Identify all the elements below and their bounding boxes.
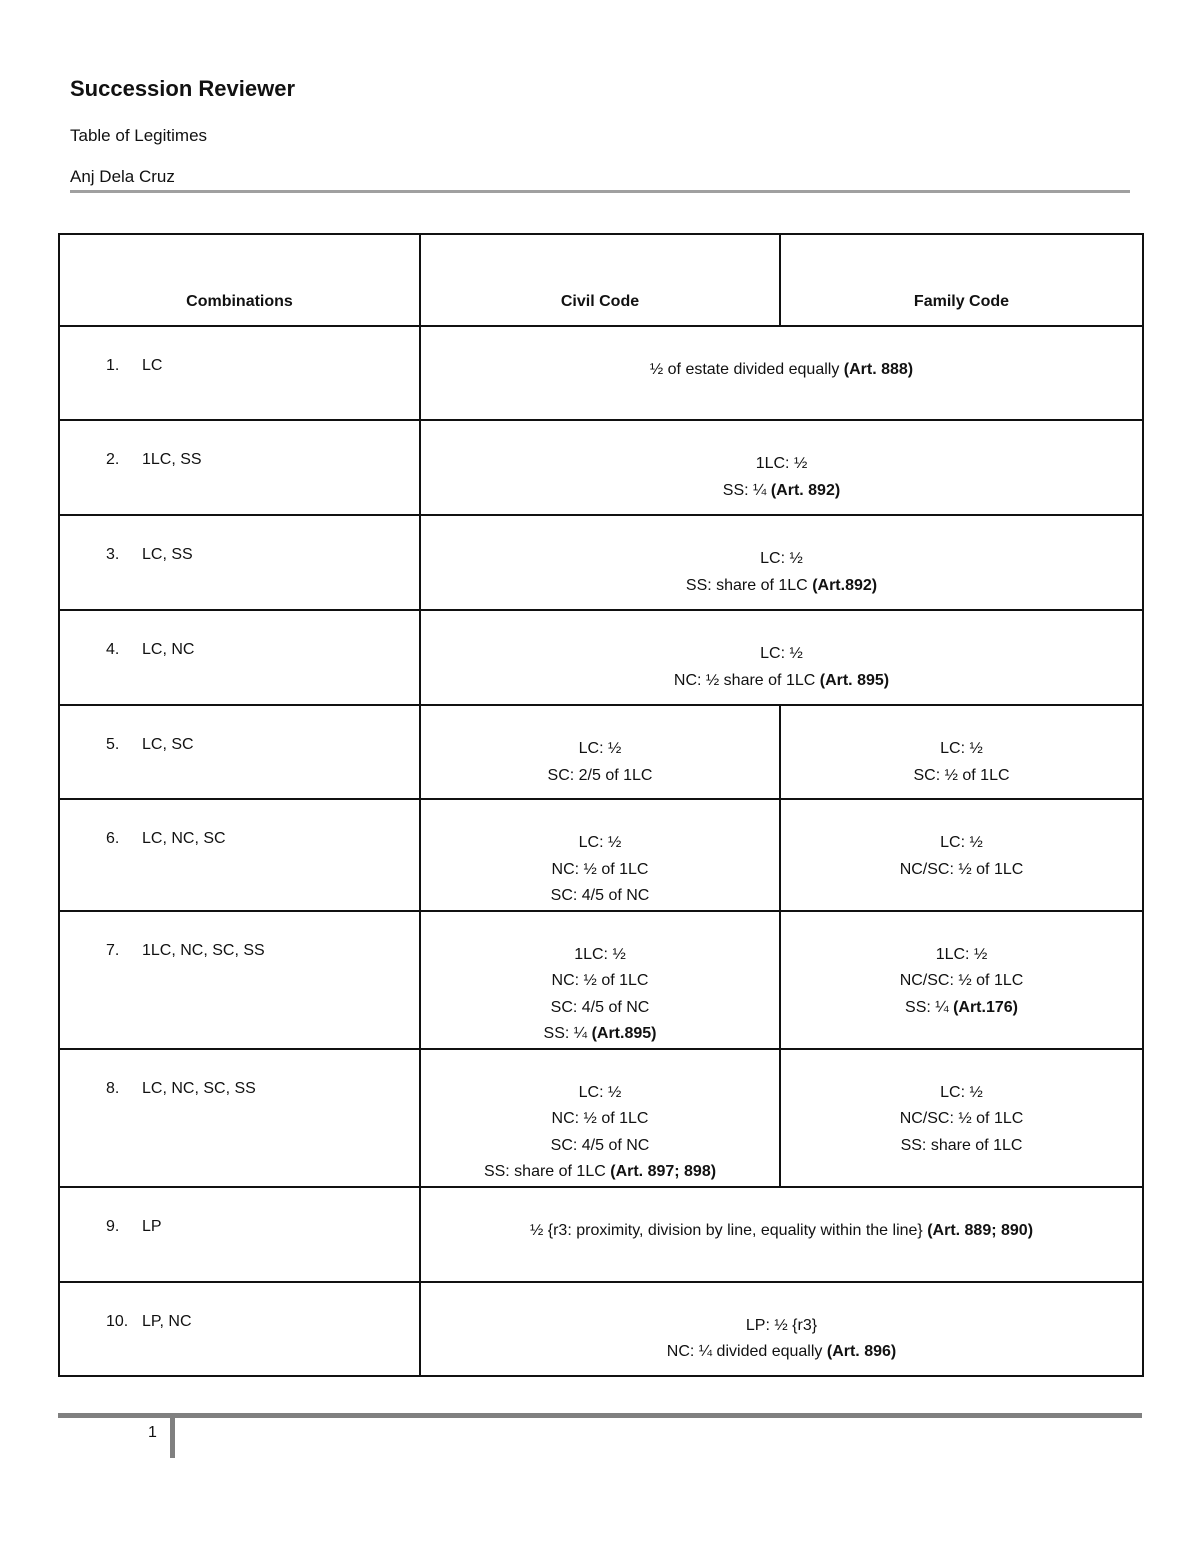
header-rule: [70, 190, 1130, 193]
combination-number: 10.: [106, 1312, 129, 1330]
legitime-line: [421, 1106, 779, 1133]
legitime-line: [421, 1218, 1142, 1245]
legitime-text: SS: share of 1LC: [483, 1163, 611, 1180]
combination-cell: [59, 1187, 420, 1282]
legitime-cell-civil-code: [420, 1049, 780, 1187]
table-row: [59, 515, 1143, 610]
legitime-text: SC: 4/5 of NC: [550, 998, 650, 1016]
legitime-text: 1LC: ½: [935, 945, 988, 963]
table-row: [59, 326, 1143, 420]
legitime-line: [421, 451, 1142, 478]
legitime-text: LC: ½: [940, 740, 983, 757]
legitime-cell-family-code: [780, 911, 1143, 1049]
combination-label: LC, NC, SC: [142, 830, 226, 847]
legitime-line: [781, 857, 1142, 884]
article-reference: (Art. 897; 898): [610, 1163, 717, 1180]
legitime-cell-family-code: [780, 705, 1143, 799]
legitime-text: SS: ¼: [722, 481, 771, 499]
combination-label: LC, SC: [142, 736, 194, 753]
legitime-text: NC: ½ of 1LC: [551, 1110, 649, 1127]
legitime-line: [781, 942, 1142, 969]
legitime-text: LC: ½: [940, 834, 983, 851]
document-author: Anj Dela Cruz: [70, 167, 175, 186]
article-reference: (Art.892): [812, 576, 878, 594]
legitime-text: SS: ¼: [905, 998, 954, 1016]
legitime-line: [421, 995, 779, 1022]
combination-cell: [59, 911, 420, 1049]
legitime-text: SS: ¼: [543, 1025, 592, 1042]
legitime-text: LC: ½: [760, 645, 803, 662]
combination-label: LP: [142, 1217, 162, 1235]
legitime-text: LP: ½ {r3}: [745, 1316, 818, 1334]
legitime-cell-both-codes: [420, 326, 1143, 420]
legitime-line: [421, 1339, 1142, 1366]
legitime-line: [781, 1080, 1142, 1107]
combination-number: 3.: [106, 546, 120, 563]
combination-number: 4.: [106, 641, 120, 658]
legitime-text: LC: ½: [578, 834, 622, 851]
legitime-text: NC/SC: ½ of 1LC: [899, 1110, 1024, 1127]
legitime-line: [781, 968, 1142, 995]
legitime-line: [421, 1313, 1142, 1340]
table-row: [59, 1049, 1143, 1187]
combination-cell: [59, 1049, 420, 1187]
document-subtitle: Table of Legitimes: [70, 126, 208, 145]
legitime-cell-both-codes: [420, 515, 1143, 610]
combination-cell: [59, 420, 420, 515]
table-row: [59, 799, 1143, 911]
legitime-line: [421, 573, 1142, 600]
combination-cell: [59, 705, 420, 799]
article-reference: (Art. 889; 890): [927, 1221, 1034, 1239]
legitime-line: [421, 357, 1142, 384]
legitime-line: [421, 546, 1142, 573]
combination-number: 5.: [106, 736, 120, 753]
legitime-line: [421, 830, 779, 857]
combination-label: 1LC, NC, SC, SS: [142, 941, 265, 959]
legitime-text: SC: 4/5 of NC: [550, 1136, 650, 1154]
legitime-text: LC: ½: [578, 740, 622, 757]
legitime-cell-civil-code: [420, 705, 780, 799]
column-header-civil-code: Civil Code: [420, 234, 780, 326]
legitime-line: [421, 668, 1142, 695]
combination-label: LC: [142, 357, 163, 374]
legitimes-table: [58, 233, 1144, 1377]
legitime-line: [421, 736, 779, 763]
legitime-cell-both-codes: [420, 1282, 1143, 1376]
legitime-cell-both-codes: [420, 420, 1143, 515]
legitime-text: SC: 4/5 of NC: [550, 887, 650, 904]
column-header-combinations: Combinations: [59, 234, 420, 326]
article-reference: (Art. 896): [826, 1343, 897, 1360]
legitime-cell-civil-code: [420, 911, 780, 1049]
legitime-line: [781, 995, 1142, 1022]
combination-cell: [59, 515, 420, 610]
combination-cell: [59, 610, 420, 705]
combination-number: 6.: [106, 830, 120, 847]
legitime-text: SC: ½ of 1LC: [913, 766, 1010, 784]
combination-number: 7.: [106, 941, 120, 959]
legitime-line: [421, 478, 1142, 505]
legitime-text: ½ of estate divided equally: [649, 361, 844, 378]
legitime-line: [781, 763, 1142, 790]
legitime-text: NC/SC: ½ of 1LC: [899, 972, 1024, 989]
legitime-line: [421, 1080, 779, 1107]
legitime-text: NC: ½ share of 1LC: [673, 671, 820, 689]
legitime-line: [781, 1106, 1142, 1133]
article-reference: (Art. 892): [770, 481, 841, 499]
combination-cell: [59, 799, 420, 911]
legitime-line: [781, 830, 1142, 857]
legitime-line: [781, 1133, 1142, 1160]
legitime-cell-both-codes: [420, 610, 1143, 705]
table-body: [59, 326, 1143, 1376]
combination-number: 9.: [106, 1217, 120, 1235]
table-row: [59, 911, 1143, 1049]
legitime-text: ½ {r3: proximity, division by line, equality within the line}: [529, 1221, 928, 1239]
legitime-text: NC/SC: ½ of 1LC: [899, 860, 1024, 878]
legitime-cell-both-codes: [420, 1187, 1143, 1282]
combination-number: 8.: [106, 1079, 120, 1097]
article-reference: (Art. 888): [843, 361, 914, 378]
legitime-line: [421, 1133, 779, 1160]
legitime-text: LC: ½: [940, 1083, 983, 1101]
legitime-text: 1LC: ½: [574, 945, 626, 963]
combination-label: LP, NC: [142, 1312, 192, 1330]
legitime-text: NC: ½ of 1LC: [551, 860, 649, 878]
table-row: [59, 705, 1143, 799]
legitime-text: SC: 2/5 of 1LC: [547, 766, 653, 784]
legitime-line: [421, 942, 779, 969]
legitime-line: [421, 883, 779, 910]
table-row: [59, 1187, 1143, 1282]
legitime-line: [421, 641, 1142, 668]
combination-label: LC, NC: [142, 641, 195, 658]
article-reference: (Art.895): [591, 1025, 657, 1042]
legitime-text: NC: ¼ divided equally: [666, 1343, 827, 1360]
legitime-text: LC: ½: [578, 1083, 622, 1101]
table-header-row: [59, 234, 1143, 326]
column-header-family-code: Family Code: [780, 234, 1143, 326]
legitime-text: 1LC: ½: [755, 455, 808, 472]
legitime-line: [421, 857, 779, 884]
article-reference: (Art. 895): [819, 671, 890, 689]
combination-label: LC, NC, SC, SS: [142, 1079, 256, 1097]
combination-cell: [59, 1282, 420, 1376]
legitime-cell-civil-code: [420, 799, 780, 911]
legitime-cell-family-code: [780, 1049, 1143, 1187]
combination-number: 1.: [106, 357, 120, 374]
combination-cell: [59, 326, 420, 420]
legitime-text: SS: share of 1LC: [900, 1136, 1023, 1154]
footer-rule: [58, 1413, 1142, 1418]
legitime-line: [421, 968, 779, 995]
article-reference: (Art.176): [953, 998, 1018, 1016]
table-row: [59, 610, 1143, 705]
legitime-line: [421, 763, 779, 790]
document-title: Succession Reviewer: [70, 76, 296, 101]
legitime-line: [781, 736, 1142, 763]
combination-label: LC, SS: [142, 546, 193, 563]
table-row: [59, 420, 1143, 515]
combination-number: 2.: [106, 451, 120, 468]
legitime-text: NC: ½ of 1LC: [551, 972, 649, 989]
legitime-text: SS: share of 1LC: [685, 576, 813, 594]
page-number: 1: [148, 1424, 157, 1441]
legitime-text: LC: ½: [760, 550, 803, 567]
table-row: [59, 1282, 1143, 1376]
combination-label: 1LC, SS: [142, 451, 202, 468]
footer-divider: [170, 1418, 175, 1458]
legitime-line: [421, 1159, 779, 1186]
legitime-cell-family-code: [780, 799, 1143, 911]
legitime-line: [421, 1021, 779, 1048]
